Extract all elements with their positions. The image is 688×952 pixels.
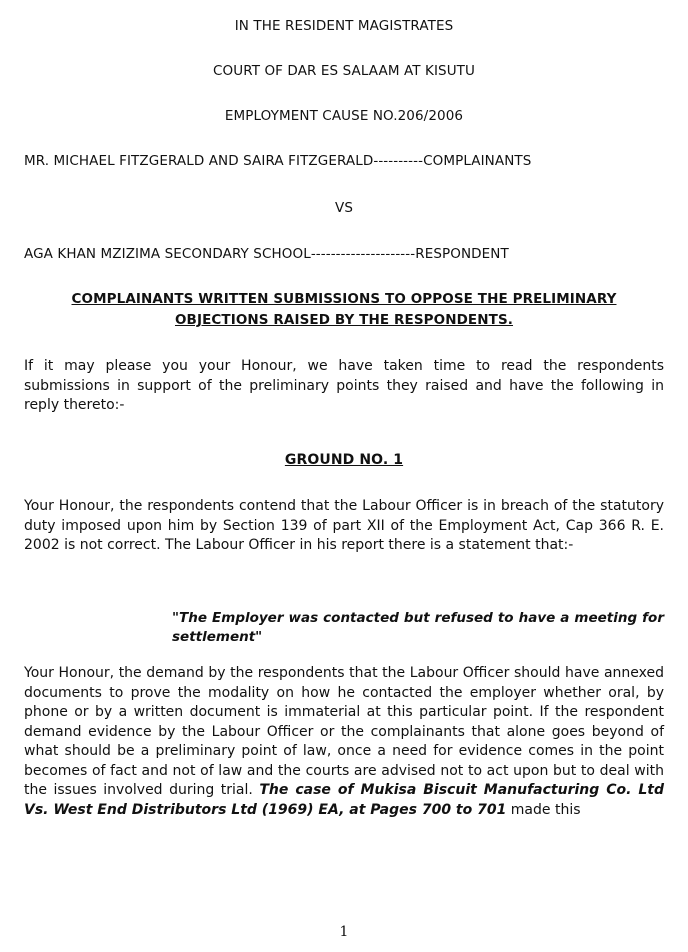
complainants-label: COMPLAINANTS	[423, 153, 532, 169]
argument-text: Your Honour, the demand by the respondents that the Labour Officer should have annexed documents to prove the modality on how he contacted the employer whether oral, by phone or by a written document is immaterial at this particular point. If the respondent demand evidence by the Labour Officer or the complainants that alone goes beyond of what should be a preliminary point of law, once a need for evidence comes in the point becomes of fact and not of law and the courts are advised not to act upon but to deal with the issues involved during trial.	[24, 665, 664, 798]
argument-paragraph	[24, 664, 664, 820]
respondent-line	[24, 246, 666, 262]
respondent-label: RESPONDENT	[415, 246, 509, 262]
submission-title-line-1: COMPLAINANTS WRITTEN SUBMISSIONS TO OPPOSE THE PRELIMINARY	[71, 291, 617, 307]
complainants-dashes: ----------	[373, 153, 424, 169]
respondent-name: AGA KHAN MZIZIMA SECONDARY SCHOOL	[24, 246, 311, 262]
citation-tail: made this	[506, 801, 581, 818]
complainants-name: MR. MICHAEL FITZGERALD AND SAIRA FITZGERALD	[24, 153, 374, 169]
complainants-line	[24, 153, 666, 169]
versus-label: VS	[334, 200, 353, 216]
case-citation: The case of Mukisa Biscuit Manufacturing Co. Ltd Vs. West End Distributors Ltd (1969) EA, at Pages 700 to 701	[24, 782, 665, 818]
court-header-line-2: COURT OF DAR ES SALAAM AT KISUTU	[212, 63, 475, 79]
ground-1-paragraph: Your Honour, the respondents contend that the Labour Officer is in breach of the statutory duty imposed upon him by Section 139 of part XII of the Employment Act, Cap 366 R. E. 2002 is not correct. The Labour Officer in his report there is a statement that:-	[24, 498, 664, 553]
ground-heading: GROUND NO. 1	[284, 452, 404, 468]
page-number: 1	[339, 924, 349, 940]
court-header-line-1: IN THE RESIDENT MAGISTRATES	[234, 18, 454, 34]
intro-paragraph: If it may please you your Honour, we have taken time to read the respondents submissions in support of the preliminary points they raised and have the following in reply thereto:-	[24, 358, 664, 413]
quoted-statement: "The Employer was contacted but refused to have a meeting for settlement"	[172, 610, 664, 645]
respondent-dashes: ---------------------	[310, 246, 416, 262]
case-number: EMPLOYMENT CAUSE NO.206/2006	[224, 108, 464, 124]
submission-title-line-2: OBJECTIONS RAISED BY THE RESPONDENTS.	[174, 312, 514, 328]
